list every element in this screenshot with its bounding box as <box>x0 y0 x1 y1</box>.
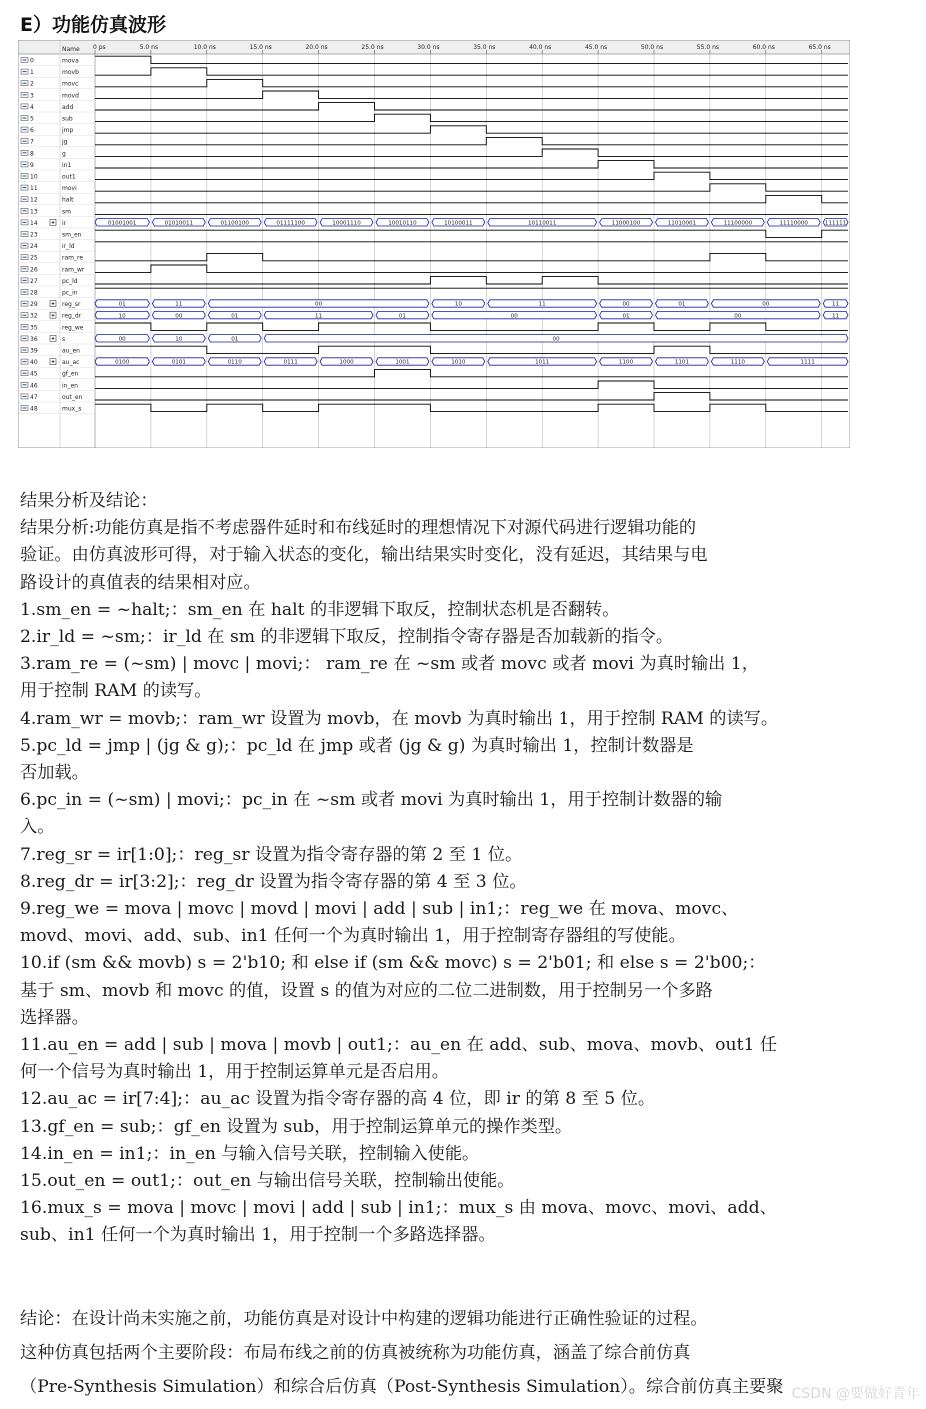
signal-index: 24 <box>30 243 38 251</box>
bus-value: 01001001 <box>107 220 137 227</box>
bus-value: 10 <box>118 313 126 320</box>
analysis-line: 6.pc_in = (~sm) | movi;：pc_in 在 ~sm 或者 movi 为真时输出 1，用于控制计数器的输 <box>20 790 723 811</box>
conclusion-line: 结论：在设计尚未实施之前，功能仿真是对设计中构建的逻辑功能进行正确性验证的过程。 <box>20 1309 708 1329</box>
signal-name: movb <box>62 69 79 77</box>
signal-name: reg_dr <box>62 312 82 320</box>
signal-name: ir_ld <box>62 243 75 251</box>
time-label: 65.0 ns <box>808 44 831 51</box>
analysis-line: 路设计的真值表的结果相对应。 <box>20 572 261 593</box>
bus-value: 10 <box>175 336 183 343</box>
analysis-line: 用于控制 RAM 的读写。 <box>20 681 212 702</box>
signal-index: 1 <box>30 69 34 77</box>
signal-index: 29 <box>30 301 38 309</box>
signal-index: 28 <box>30 289 38 297</box>
bus-value: 1110 <box>730 359 745 366</box>
bus-value: 1111 <box>800 359 815 366</box>
analysis-line: 2.ir_ld = ~sm;：ir_ld 在 sm 的非逻辑下取反，控制指令寄存器是否加载新的指令。 <box>20 627 674 648</box>
bus-value: 10001110 <box>332 220 361 227</box>
signal-index: 45 <box>30 370 38 378</box>
bus-value: 01 <box>678 301 686 308</box>
signal-name: s <box>62 335 66 343</box>
analysis-line: 3.ram_re = (~sm) | movc | movi;： ram_re 在 ~sm 或者 movc 或者 movi 为真时输出 1， <box>20 654 759 675</box>
signal-name: in_en <box>62 382 78 390</box>
bus-value: 1000 <box>339 359 354 366</box>
bus-value: 00 <box>118 336 126 343</box>
bus-value: 01 <box>118 301 126 308</box>
signal-index: 25 <box>30 254 38 262</box>
bus-value: 01 <box>398 313 407 320</box>
time-label: 0 ps <box>93 44 106 51</box>
analysis-line: 结果分析:功能仿真是指不考虑器件延时和布线延时的理想情况下对源代码进行逻辑功能的 <box>20 518 697 539</box>
bus-value: 10 <box>454 301 462 308</box>
bus-value: 10110011 <box>527 220 557 227</box>
time-label: 15.0 ns <box>249 44 272 51</box>
signal-name: jmp <box>62 127 74 135</box>
bus-value: 11 <box>175 301 183 308</box>
analysis-line: 16.mux_s = mova | movc | movi | add | sub | in1;：mux_s 由 mova、movc、movi、add、 <box>20 1198 777 1219</box>
bus-value: 11 <box>315 313 323 320</box>
bus-value: 11100000 <box>723 220 753 227</box>
signal-index: 32 <box>30 312 38 320</box>
signal-index: 6 <box>30 127 34 135</box>
time-label: 60.0 ns <box>752 44 775 51</box>
signal-index: 27 <box>30 277 38 285</box>
time-label: 35.0 ns <box>473 44 496 51</box>
signal-index: 0 <box>30 57 34 65</box>
signal-name: movc <box>62 80 79 88</box>
signal-name: out_en <box>62 393 83 401</box>
analysis-line: 1.sm_en = ~halt;：sm_en 在 halt 的非逻辑下取反，控制状态机是否翻转。 <box>20 599 620 620</box>
analysis-line: 5.pc_ld = jmp | (jg & g);：pc_ld 在 jmp 或者 (jg & g) 为真时输出 1，控制计数器是 <box>20 735 694 756</box>
signal-index: 4 <box>30 103 34 111</box>
bus-value: 00 <box>734 313 742 320</box>
bus-value: 10100011 <box>444 220 473 227</box>
bus-value: 0101 <box>171 359 186 366</box>
bus-value: 00 <box>622 301 630 308</box>
conclusion-line: 这种仿真包括两个主要阶段：布局布线之前的仿真被统称为功能仿真，涵盖了综合前仿真 <box>20 1343 691 1363</box>
bus-value: 0111 <box>283 359 298 366</box>
analysis-line: 12.au_ac = ir[7:4];：au_ac 设置为指令寄存器的高 4 位，即 ir 的第 8 至 5 位。 <box>20 1089 656 1110</box>
signal-index: 3 <box>30 92 34 100</box>
signal-index: 35 <box>30 324 38 332</box>
signal-index: 9 <box>30 161 34 169</box>
waveform-background <box>18 40 850 448</box>
signal-name: add <box>62 103 74 111</box>
time-label: 30.0 ns <box>417 44 440 51</box>
bus-value: 00 <box>510 313 518 320</box>
signal-name: halt <box>62 196 74 204</box>
signal-index: 11 <box>30 185 38 193</box>
signal-name: mux_s <box>62 405 82 413</box>
bus-value: 1010 <box>451 359 466 366</box>
time-label: 25.0 ns <box>361 44 384 51</box>
bus-value: 0110 <box>227 359 242 366</box>
signal-index: 7 <box>30 138 34 146</box>
signal-name: pc_in <box>62 289 78 297</box>
signal-index: 8 <box>30 150 34 158</box>
signal-index: 12 <box>30 196 38 204</box>
bus-value: 01 <box>231 336 239 343</box>
bus-value: 1011 <box>535 359 550 366</box>
signal-name: reg_we <box>62 324 84 332</box>
signal-name: pc_ld <box>62 277 78 285</box>
bus-value: 11 <box>832 313 840 320</box>
analysis-line: 11.au_en = add | sub | mova | movb | out1;：au_en 在 add、sub、mova、movb、out1 任 <box>20 1035 778 1056</box>
analysis-line: 入。 <box>20 817 55 838</box>
bus-value: 11 <box>538 301 546 308</box>
signal-name: sm_en <box>62 231 82 239</box>
signal-name: sub <box>62 115 73 123</box>
bus-value: 10010110 <box>388 220 417 227</box>
signal-name: ram_wr <box>62 266 85 274</box>
waveform-viewer <box>18 40 850 448</box>
watermark: CSDN @要做好青年 <box>791 1386 920 1402</box>
analysis-section <box>20 488 916 1250</box>
analysis-line: 选择器。 <box>20 1007 89 1028</box>
signal-name: reg_sr <box>62 301 81 309</box>
analysis-line: 基于 sm、movb 和 movc 的值，设置 s 的值为对应的二位二进制数，用于控制另一个多路 <box>20 980 713 1001</box>
analysis-line: 7.reg_sr = ir[1:0];：reg_sr 设置为指令寄存器的第 2 至 1 位。 <box>20 844 523 865</box>
signal-index: 13 <box>30 208 38 216</box>
analysis-line: 验证。由仿真波形可得，对于输入状态的变化，输出结果实时变化，没有延迟，其结果与电 <box>20 545 708 566</box>
signal-name: ir <box>62 219 67 227</box>
time-label: 5.0 ns <box>139 44 159 51</box>
time-label: 10.0 ns <box>193 44 216 51</box>
bus-value: 00 <box>762 301 770 308</box>
analysis-line: 14.in_en = in1;：in_en 与输入信号关联，控制输入使能。 <box>20 1143 480 1164</box>
conclusion-line: （Pre-Synthesis Simulation）和综合后仿真（Post-Synthesis Simulation）。综合前仿真主要聚 <box>20 1377 784 1397</box>
bus-value: 01100100 <box>220 220 249 227</box>
signal-name: ram_re <box>62 254 84 262</box>
analysis-line: sub、in1 任何一个为真时输出 1，用于控制一个多路选择器。 <box>20 1225 496 1246</box>
bus-value: 01 <box>622 313 630 320</box>
signal-name: au_ac <box>62 359 80 367</box>
signal-name: g <box>62 150 66 158</box>
bus-value: 00 <box>552 336 560 343</box>
signal-name: movd <box>62 92 79 100</box>
bus-value: 111111 <box>824 220 847 227</box>
analysis-line: 15.out_en = out1;：out_en 与输出信号关联，控制输出使能。 <box>20 1171 515 1192</box>
bus-value: 00 <box>315 301 323 308</box>
signal-name: gf_en <box>62 370 79 378</box>
analysis-line: 13.gf_en = sub;：gf_en 设置为 sub，用于控制运算单元的操作类型。 <box>20 1116 573 1137</box>
bus-value: 11 <box>832 301 840 308</box>
signal-index: 40 <box>30 359 38 367</box>
bus-value: 11010001 <box>667 220 697 227</box>
time-label: 40.0 ns <box>529 44 552 51</box>
signal-index: 39 <box>30 347 38 355</box>
signal-index: 23 <box>30 231 38 239</box>
signal-index: 5 <box>30 115 34 123</box>
bus-value: 11110000 <box>779 220 808 227</box>
signal-name: out1 <box>62 173 76 181</box>
signal-index: 47 <box>30 393 38 401</box>
analysis-line: 10.if (sm && movb) s = 2'b10; 和 else if (sm && movc) s = 2'b01; 和 else s = 2'b00;： <box>20 953 766 974</box>
bus-value: 1001 <box>395 359 410 366</box>
time-label: 55.0 ns <box>696 44 720 51</box>
signal-name: jg <box>62 138 68 146</box>
analysis-line: 否加载。 <box>20 763 89 784</box>
signal-name: in1 <box>62 161 72 169</box>
signal-index: 2 <box>30 80 34 88</box>
signal-index: 48 <box>30 405 38 413</box>
bus-value: 00 <box>175 313 183 320</box>
signal-index: 46 <box>30 382 38 390</box>
section-heading: E）功能仿真波形 <box>20 14 166 36</box>
bus-value: 0100 <box>115 359 130 366</box>
analysis-line: 9.reg_we = mova | movc | movd | movi | add | sub | in1;：reg_we 在 mova、movc、 <box>20 899 739 920</box>
signal-name: mova <box>62 57 79 65</box>
analysis-line: 8.reg_dr = ir[3:2];：reg_dr 设置为指令寄存器的第 4 至 3 位。 <box>20 871 527 892</box>
name-column-header: Name <box>62 46 80 53</box>
time-label: 20.0 ns <box>305 44 328 51</box>
analysis-line: 4.ram_wr = movb;：ram_wr 设置为 movb，在 movb 为真时输出 1，用于控制 RAM 的读写。 <box>20 708 779 729</box>
bus-value: 11000100 <box>611 220 641 227</box>
signal-index: 10 <box>30 173 38 181</box>
bus-value: 1100 <box>618 359 634 366</box>
signal-index: 36 <box>30 335 38 343</box>
conclusion-section <box>20 1302 916 1404</box>
signal-index: 14 <box>30 219 38 227</box>
signal-name: sm <box>62 208 71 216</box>
time-label: 45.0 ns <box>584 44 608 51</box>
analysis-line: 结果分析及结论： <box>20 491 158 511</box>
signal-name: movi <box>62 185 77 193</box>
bus-value: 01111100 <box>276 220 305 227</box>
bus-value: 1101 <box>674 359 690 366</box>
bus-value: 01 <box>231 313 239 320</box>
analysis-line: 何一个信号为真时输出 1，用于控制运算单元是否启用。 <box>20 1062 449 1083</box>
signal-index: 26 <box>30 266 38 274</box>
time-label: 50.0 ns <box>640 44 664 51</box>
analysis-line: movd、movi、add、sub、in1 任何一个为真时输出 1，用于控制寄存器组的写使能。 <box>20 926 686 947</box>
signal-name: au_en <box>62 347 80 355</box>
bus-value: 01010011 <box>164 220 194 227</box>
